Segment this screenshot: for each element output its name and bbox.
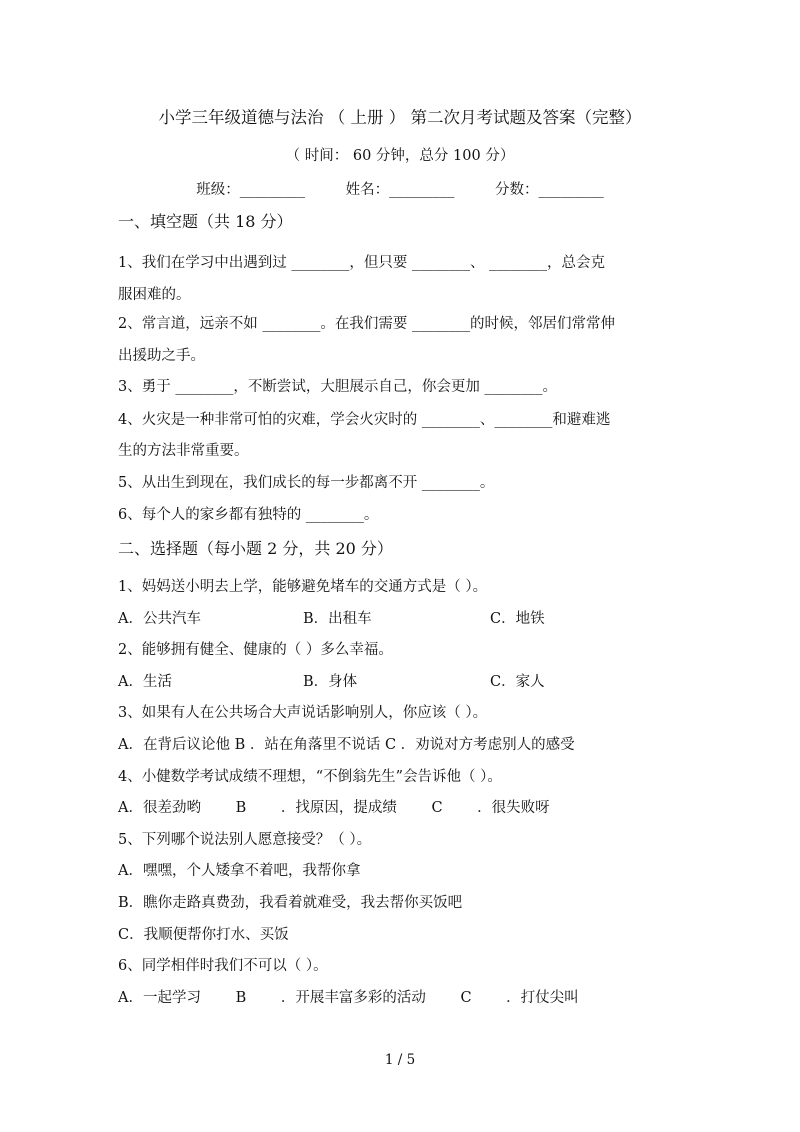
subtitle: （ 时间： 60 分钟，总分 100 分） xyxy=(285,148,515,164)
option-b: B．身体 xyxy=(303,674,358,690)
question-stem: 1、妈妈送小明去上学，能够避免堵车的交通方式是（ ）。 xyxy=(118,579,488,595)
fill-blank-line: 6、每个人的家乡都有独特的 ________。 xyxy=(118,507,379,523)
fill-blank-line: 3、勇于 ________，不断尝试，大胆展示自己，你会更加 ________。 xyxy=(118,379,557,395)
option-c: C．我顺便帮你打水、买饭 xyxy=(118,927,289,943)
fill-blank-line: 服困难的。 xyxy=(118,287,191,303)
class-field: 班级：_________ xyxy=(196,182,306,198)
student-info xyxy=(0,180,800,200)
question-stem: 3、如果有人在公共场合大声说话影响别人，你应该（ ）。 xyxy=(118,705,488,721)
section-heading-choice: 二、选择题（每小题 2 分，共 20 分） xyxy=(118,539,393,558)
fill-blank-line: 生的方法非常重要。 xyxy=(118,443,249,459)
fill-blank-line: 5、从出生到现在，我们成长的每一步都离不开 ________。 xyxy=(118,475,495,491)
fill-blank-line: 1、我们在学习中出遇到过 ________，但只要 ________、 ________，总会克 xyxy=(118,255,606,271)
question-options: A．一起学习 B ．开展丰富多彩的活动 C ．打仗尖叫 xyxy=(118,990,579,1006)
option-a: A．嘿嘿，个人矮拿不着吧，我帮你拿 xyxy=(118,863,361,879)
question-stem: 6、同学相伴时我们不可以（ ）。 xyxy=(118,958,328,974)
option-b: B．瞧你走路真费劲，我看着就难受，我去帮你买饭吧 xyxy=(118,895,463,911)
page-title: 小学三年级道德与法治 （ 上册 ） 第二次月考试题及答案（完整） xyxy=(158,108,642,127)
question-stem: 5、下列哪个说法别人愿意接受？（ ）。 xyxy=(118,832,372,848)
option-c: C．家人 xyxy=(490,674,545,690)
option-a: A．公共汽车 xyxy=(118,611,201,627)
score-field: 分数：_________ xyxy=(494,182,604,198)
option-b: B．出租车 xyxy=(303,611,372,627)
section-heading-fill-blank: 一、填空题（共 18 分） xyxy=(118,212,293,231)
fill-blank-line: 4、火灾是一种非常可怕的灾难，学会火灾时的 ________、________和避难逃 xyxy=(118,412,611,428)
page-number: 1 / 5 xyxy=(384,1052,416,1068)
fill-blank-line: 出援助之手。 xyxy=(118,348,205,364)
question-options: A．很差劲哟 B ．找原因，提成绩 C ．很失败呀 xyxy=(118,800,550,816)
question-options: A．在背后议论他 B ．站在角落里不说话 C ．劝说对方考虑别人的感受 xyxy=(118,737,575,753)
question-stem: 4、小健数学考试成绩不理想，“不倒翁先生”会告诉他（ ）。 xyxy=(118,769,502,785)
option-a: A．生活 xyxy=(118,674,172,690)
option-c: C．地铁 xyxy=(490,611,545,627)
fill-blank-line: 2、常言道，远亲不如 ________。在我们需要 ________的时候，邻居们常常伸 xyxy=(118,316,615,332)
question-stem: 2、能够拥有健全、健康的（ ）多么幸福。 xyxy=(118,642,393,658)
name-field: 姓名：_________ xyxy=(345,182,455,198)
